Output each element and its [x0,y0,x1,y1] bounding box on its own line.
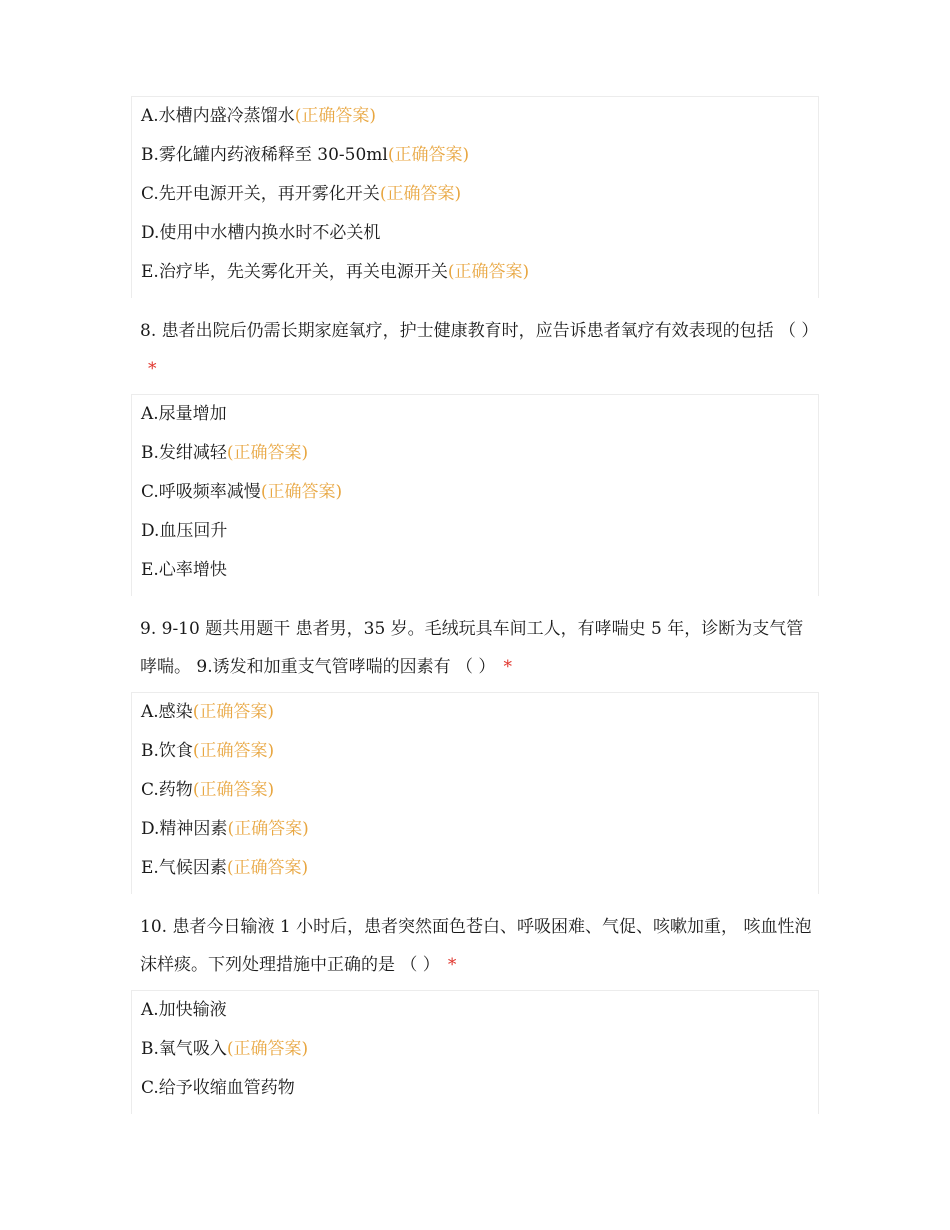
option-text: A.尿量增加 [141,404,227,424]
option-text: A.水槽内盛冷蒸馏水 [141,106,295,126]
q8-option-c[interactable] [132,479,818,518]
correct-answer-tag: (正确答案) [387,145,470,165]
option-text: E.治疗毕，先关雾化开关，再关电源开关 [141,262,448,282]
required-mark: * [447,955,457,975]
correct-answer-tag: (正确答案) [192,741,275,761]
option-text: A.加快输液 [141,1000,227,1020]
correct-answer-tag: (正确答案) [447,262,530,282]
q9-option-b[interactable] [132,738,818,777]
correct-answer-tag: (正确答案) [227,819,309,839]
correct-answer-tag: (正确答案) [226,858,309,878]
correct-answer-tag: (正确答案) [226,443,309,463]
q9-option-e[interactable] [132,855,818,894]
required-mark: * [148,359,157,379]
q7-option-c[interactable] [132,181,818,220]
q7-option-d[interactable] [132,220,818,259]
q10-options [131,990,819,1114]
q10-option-a[interactable] [132,997,818,1036]
option-text: E.心率增快 [141,560,227,580]
q9-option-d[interactable] [132,816,818,855]
question-text: 8. 患者出院后仍需长期家庭氧疗，护士健康教育时，应告诉患者氧疗有效表现的包括 （ ） [140,321,819,341]
q8-options [131,394,819,596]
q10-option-c[interactable] [132,1075,818,1114]
q7-option-a[interactable] [132,103,818,142]
q9-option-a[interactable] [132,699,818,738]
option-text: B.氧气吸入 [141,1039,227,1059]
q8-option-d[interactable] [132,518,818,557]
option-text: C.药物 [141,780,193,800]
correct-answer-tag: (正确答案) [379,184,462,204]
q10-option-b[interactable] [132,1036,818,1075]
q10-stem [131,894,819,984]
option-text: D.使用中水槽内换水时不必关机 [141,223,381,243]
correct-answer-tag: (正确答案) [192,780,275,800]
q8-stem [131,298,819,388]
correct-answer-tag: (正确答案) [294,106,376,126]
correct-answer-tag: (正确答案) [226,1039,309,1059]
option-text: C.给予收缩血管药物 [141,1078,295,1098]
quiz-content [131,96,819,1114]
option-text: A.感染 [141,702,193,722]
option-text: C.呼吸频率减慢 [141,482,261,502]
required-mark: * [503,657,512,677]
q9-stem [131,596,819,686]
q7-option-b[interactable] [132,142,818,181]
correct-answer-tag: (正确答案) [192,702,274,722]
q9-options [131,692,819,894]
q9-option-c[interactable] [132,777,818,816]
option-text: D.血压回升 [141,521,228,541]
q8-option-a[interactable] [132,401,818,440]
question-text: 10. 患者今日输液 1 小时后，患者突然面色苍白、呼吸困难、气促、咳嗽加重， 咳血性泡沫样痰。下列处理措施中正确的是 （ ） [140,917,812,975]
option-text: B.发绀减轻 [141,443,227,463]
q7-option-e[interactable] [132,259,818,298]
option-text: B.饮食 [141,741,193,761]
correct-answer-tag: (正确答案) [260,482,343,502]
option-text: B.雾化罐内药液稀释至 30-50ml [141,145,388,165]
q7-options [131,96,819,298]
question-text: 9. 9-10 题共用题干 患者男，35 岁。毛绒玩具车间工人，有哮喘史 5 年，诊断为支气管哮喘。 9.诱发和加重支气管哮喘的因素有 （ ） [140,619,804,677]
q8-option-e[interactable] [132,557,818,596]
option-text: D.精神因素 [141,819,228,839]
q8-option-b[interactable] [132,440,818,479]
option-text: E.气候因素 [141,858,227,878]
option-text: C.先开电源开关，再开雾化开关 [141,184,380,204]
